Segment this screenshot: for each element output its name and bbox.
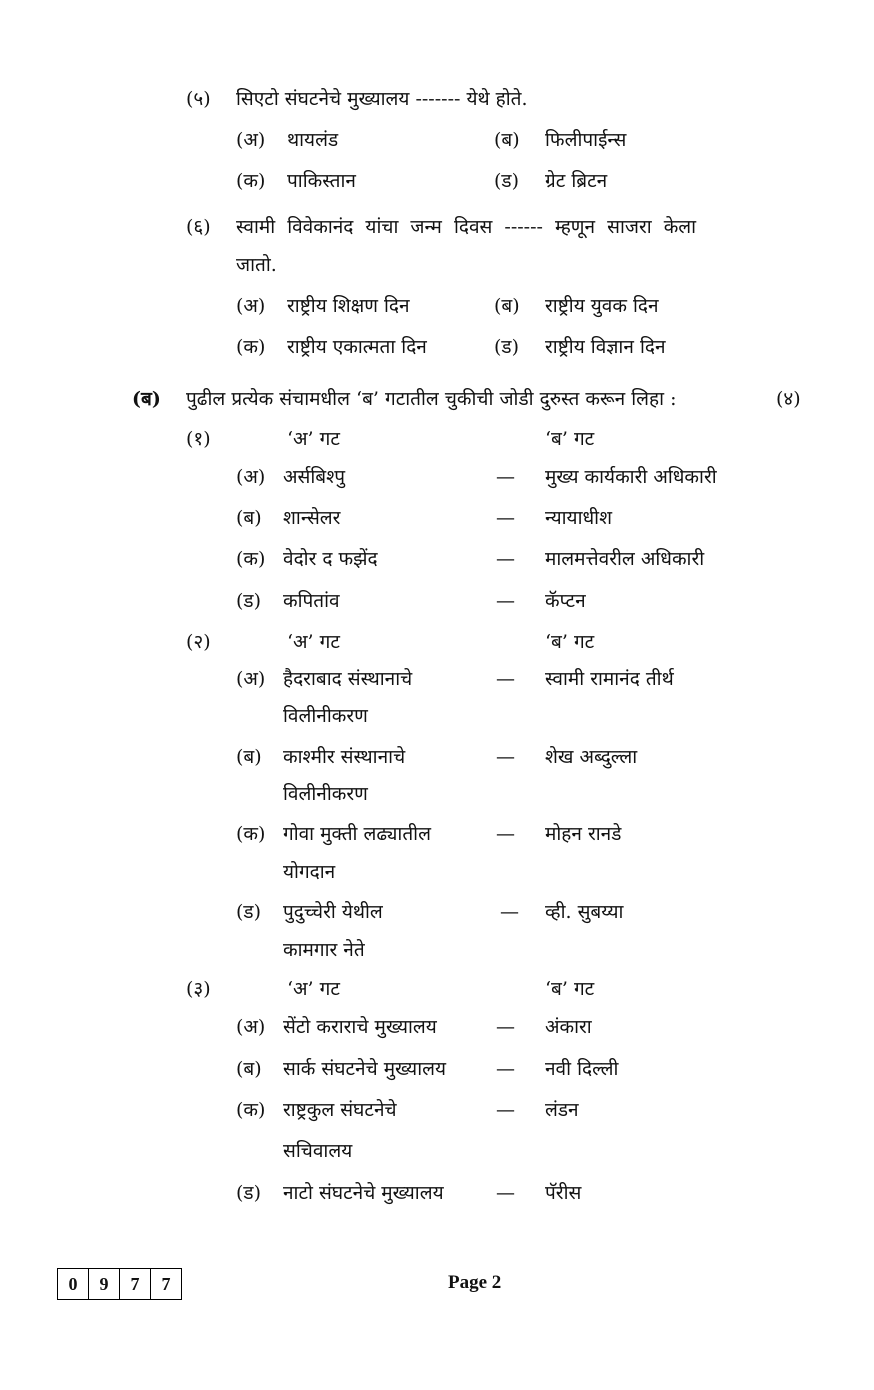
set3-row-c-left-line1: राष्ट्रकुल संघटनेचे: [283, 1099, 397, 1121]
q6-number: (६): [186, 216, 211, 238]
set1-number: (१): [186, 428, 211, 450]
set3-row-d-label: (ड): [236, 1182, 261, 1204]
set2-row-b-left-line1: काश्मीर संस्थानाचे: [283, 746, 406, 768]
set3-row-a-dash: —: [496, 1016, 515, 1038]
section-b-instruction: पुढील प्रत्येक संचामधील ‘ब’ गटातील चुकीची जोडी दुरुस्त करून लिहा :: [186, 388, 677, 410]
set2-row-d-dash: —: [500, 901, 519, 923]
set1-row-a-dash: —: [496, 466, 515, 488]
set1-row-a-left: अर्सबिश्पु: [283, 466, 345, 488]
set3-col-b-header: ‘ब’ गट: [545, 978, 595, 1000]
set3-row-b-dash: —: [496, 1058, 515, 1080]
set2-row-c-right: मोहन रानडे: [545, 823, 622, 845]
paper-code-box: [57, 1268, 182, 1300]
set1-row-d-label: (ड): [236, 590, 261, 612]
set2-row-c-label: (क): [236, 823, 266, 845]
set2-row-a-label: (अ): [236, 668, 266, 690]
q6-opt-a-text: राष्ट्रीय शिक्षण दिन: [287, 295, 410, 317]
set2-col-a-header: ‘अ’ गट: [287, 631, 340, 653]
set3-col-a-header: ‘अ’ गट: [287, 978, 340, 1000]
set2-row-b-right: शेख अब्दुल्ला: [545, 746, 638, 768]
q6-text-line2: जातो.: [236, 254, 277, 276]
q6-opt-c-label: (क): [236, 336, 266, 358]
set2-row-a-right: स्वामी रामानंद तीर्थ: [545, 668, 674, 690]
q5-text: सिएटो संघटनेचे मुख्यालय ------- येथे होते.: [236, 88, 528, 110]
set3-row-a-left: सेंटो कराराचे मुख्यालय: [283, 1016, 437, 1038]
set3-row-c-right: लंडन: [545, 1099, 579, 1121]
set2-row-d-right: व्ही. सुबय्या: [545, 901, 624, 923]
page-number: Page 2: [448, 1272, 502, 1293]
set3-row-d-left: नाटो संघटनेचे मुख्यालय: [283, 1182, 444, 1204]
set1-row-a-right: मुख्य कार्यकारी अधिकारी: [545, 466, 717, 488]
q5-opt-b-text: फिलीपाईन्स: [545, 129, 627, 151]
set1-row-a-label: (अ): [236, 466, 266, 488]
set2-row-c-dash: —: [496, 823, 515, 845]
set3-number: (३): [186, 978, 211, 1000]
set2-col-b-header: ‘ब’ गट: [545, 631, 595, 653]
q6-opt-c-text: राष्ट्रीय एकात्मता दिन: [287, 336, 427, 358]
q6-opt-d-label: (ड): [494, 336, 519, 358]
set2-row-c-left-line1: गोवा मुक्ती लढ्यातील: [283, 823, 431, 845]
set3-row-b-label: (ब): [236, 1058, 262, 1080]
set2-number: (२): [186, 631, 211, 653]
set2-row-b-label: (ब): [236, 746, 262, 768]
set3-row-c-dash: —: [496, 1099, 515, 1121]
q5-opt-c-label: (क): [236, 170, 266, 192]
set3-row-b-left: सार्क संघटनेचे मुख्यालय: [283, 1058, 447, 1080]
set3-row-c-left-line2: सचिवालय: [283, 1140, 353, 1162]
set2-row-b-left-line2: विलीनीकरण: [283, 783, 368, 805]
set1-row-c-dash: —: [496, 548, 515, 570]
q6-text-line1: स्वामी विवेकानंद यांचा जन्म दिवस ------ म्हणून साजरा केला: [236, 216, 697, 238]
set1-row-c-label: (क): [236, 548, 266, 570]
set3-row-a-right: अंकारा: [545, 1016, 592, 1038]
paper-code-digit: 7: [161, 1274, 171, 1294]
paper-code-digit: 7: [120, 1269, 151, 1299]
set1-col-a-header: ‘अ’ गट: [287, 428, 340, 450]
set2-row-a-left-line1: हैदराबाद संस्थानाचे: [283, 668, 413, 690]
set2-row-d-left-line2: कामगार नेते: [283, 939, 365, 961]
q6-opt-d-text: राष्ट्रीय विज्ञान दिन: [545, 336, 666, 358]
q5-number: (५): [186, 88, 211, 110]
set2-row-a-dash: —: [496, 668, 515, 690]
paper-code-digit: 9: [89, 1269, 120, 1299]
set1-row-b-label: (ब): [236, 507, 262, 529]
q5-opt-b-label: (ब): [494, 129, 520, 151]
set1-row-d-right: कॅप्टन: [545, 590, 586, 612]
paper-code-digit: 0: [58, 1269, 89, 1299]
set1-row-c-left: वेदोर द फझेंद: [283, 548, 378, 570]
set1-col-b-header: ‘ब’ गट: [545, 428, 595, 450]
set1-row-d-dash: —: [496, 590, 515, 612]
set2-row-c-left-line2: योगदान: [283, 861, 336, 883]
section-b-label: (ब): [132, 388, 161, 410]
q5-opt-a-label: (अ): [236, 129, 266, 151]
section-b-marks: (४): [776, 388, 801, 410]
set3-row-c-label: (क): [236, 1099, 266, 1121]
set1-row-c-right: मालमत्तेवरील अधिकारी: [545, 548, 705, 570]
set1-row-b-dash: —: [496, 507, 515, 529]
set3-row-a-label: (अ): [236, 1016, 266, 1038]
q5-opt-d-label: (ड): [494, 170, 519, 192]
q6-opt-b-text: राष्ट्रीय युवक दिन: [545, 295, 659, 317]
set3-row-d-right: पॅरीस: [545, 1182, 582, 1204]
set3-row-b-right: नवी दिल्ली: [545, 1058, 619, 1080]
set2-row-d-left-line1: पुदुच्चेरी येथील: [283, 901, 383, 923]
q5-opt-a-text: थायलंड: [287, 129, 339, 151]
set2-row-d-label: (ड): [236, 901, 261, 923]
set3-row-d-dash: —: [496, 1182, 515, 1204]
set2-row-a-left-line2: विलीनीकरण: [283, 705, 368, 727]
q6-opt-b-label: (ब): [494, 295, 520, 317]
q5-opt-c-text: पाकिस्तान: [287, 170, 356, 192]
set1-row-b-left: शान्सेलर: [283, 507, 341, 529]
set1-row-d-left: कपितांव: [283, 590, 340, 612]
set1-row-b-right: न्यायाधीश: [545, 507, 613, 529]
q6-opt-a-label: (अ): [236, 295, 266, 317]
set2-row-b-dash: —: [496, 746, 515, 768]
q5-opt-d-text: ग्रेट ब्रिटन: [545, 170, 608, 192]
